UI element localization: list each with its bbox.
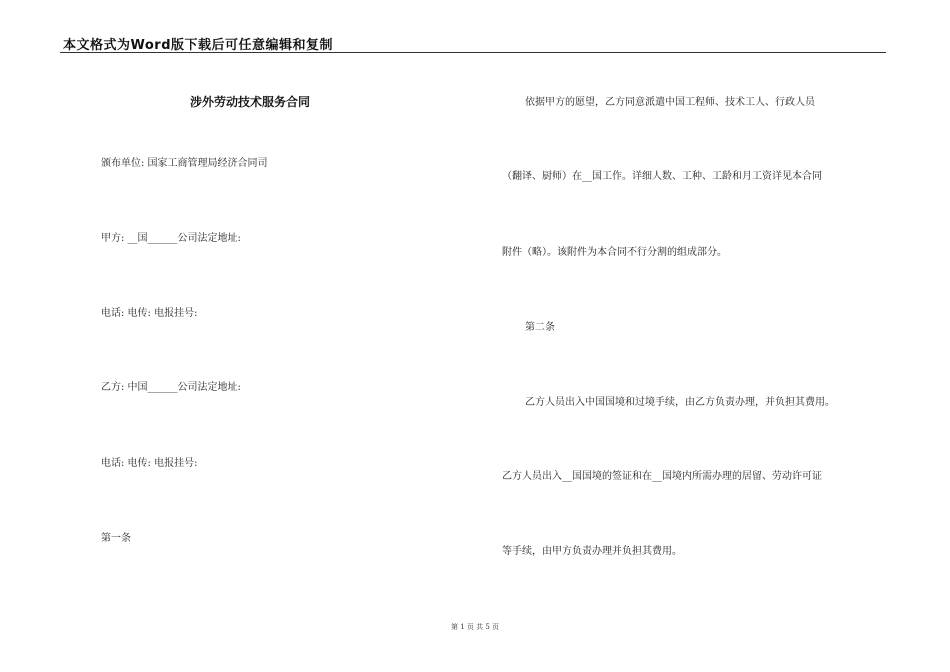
party-b-line: 乙方: 中国______公司法定地址: xyxy=(101,382,241,393)
article-one-heading: 第一条 xyxy=(101,533,131,544)
party-a-line: 甲方: __国______公司法定地址: xyxy=(101,233,241,244)
document-title: 涉外劳动技术服务合同 xyxy=(190,95,311,109)
page-number: 第 1 页 共 5 页 xyxy=(450,623,500,631)
issuer-line: 颁布单位: 国家工商管理局经济合同司 xyxy=(101,158,268,169)
article-two-heading: 第二条 xyxy=(525,322,555,333)
party-a-contact-line: 电话: 电传: 电报挂号: xyxy=(101,308,198,319)
header-divider xyxy=(60,52,886,53)
article-one-paragraph-line: 依据甲方的愿望，乙方同意派遣中国工程师、技术工人、行政人员 xyxy=(525,97,815,108)
article-one-paragraph-line: （翻译、厨师）在__国工作。详细人数、工种、工龄和月工资详见本合同 xyxy=(502,171,822,182)
article-two-paragraph-line: 等手续，由甲方负责办理并负担其费用。 xyxy=(502,546,682,557)
article-two-paragraph-line: 乙方人员出入中国国境和过境手续，由乙方负责办理，并负担其费用。 xyxy=(525,397,835,408)
article-one-paragraph-line: 附件（略）。该附件为本合同不行分割的组成部分。 xyxy=(502,247,727,258)
party-b-contact-line: 电话: 电传: 电报挂号: xyxy=(101,458,198,469)
header-text: 本文格式为Word版下载后可任意编辑和复制 xyxy=(63,38,334,53)
article-two-paragraph-line: 乙方人员出入__国国境的签证和在__国境内所需办理的居留、劳动许可证 xyxy=(502,471,822,482)
